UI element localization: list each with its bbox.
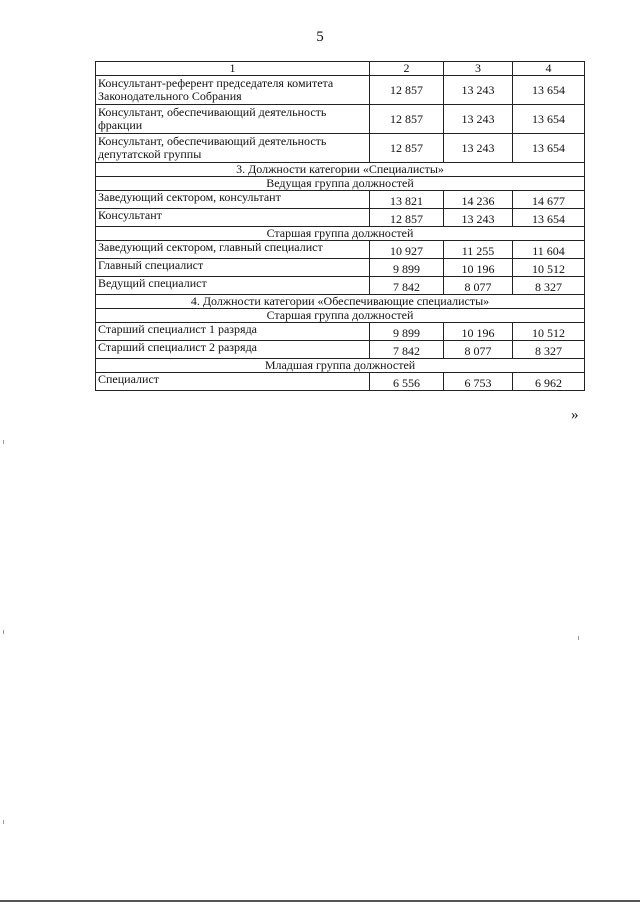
salary-value: 7 842 <box>370 341 444 359</box>
table-section-row <box>96 227 585 241</box>
salary-value: 6 556 <box>370 373 444 391</box>
column-header: 1 <box>96 62 370 76</box>
salary-value: 13 654 <box>513 76 585 105</box>
table-section-row <box>96 163 585 177</box>
position-name: Старший специалист 1 разряда <box>96 323 370 341</box>
position-name: Главный специалист <box>96 259 370 277</box>
table-row <box>96 191 585 209</box>
salary-value: 13 654 <box>513 209 585 227</box>
table-header-row <box>96 62 585 76</box>
position-name: Специалист <box>96 373 370 391</box>
salary-value: 10 196 <box>444 323 513 341</box>
salary-value: 13 654 <box>513 105 585 134</box>
position-name: Консультант, обеспечивающий деятельность фракции <box>96 105 370 134</box>
salary-value: 13 243 <box>444 76 513 105</box>
salary-table-body <box>96 62 585 391</box>
position-name: Заведующий сектором, консультант <box>96 191 370 209</box>
position-name: Старший специалист 2 разряда <box>96 341 370 359</box>
table-row <box>96 277 585 295</box>
table-row <box>96 76 585 105</box>
table-row <box>96 259 585 277</box>
scan-margin-mark <box>3 630 4 634</box>
section-title: Старшая группа должностей <box>96 227 585 241</box>
table-section-row <box>96 359 585 373</box>
section-title: Младшая группа должностей <box>96 359 585 373</box>
salary-value: 14 236 <box>444 191 513 209</box>
salary-value: 6 753 <box>444 373 513 391</box>
salary-value: 13 243 <box>444 105 513 134</box>
section-title: 4. Должности категории «Обеспечивающие специалисты» <box>96 295 585 309</box>
column-header: 3 <box>444 62 513 76</box>
table-section-row <box>96 177 585 191</box>
salary-value: 11 255 <box>444 241 513 259</box>
salary-value: 10 512 <box>513 323 585 341</box>
position-name: Ведущий специалист <box>96 277 370 295</box>
section-title: 3. Должности категории «Специалисты» <box>96 163 585 177</box>
scan-margin-mark <box>3 820 4 824</box>
salary-value: 13 243 <box>444 134 513 163</box>
table-section-row <box>96 295 585 309</box>
closing-quote: » <box>571 407 579 423</box>
section-title: Старшая группа должностей <box>96 309 585 323</box>
salary-value: 8 327 <box>513 277 585 295</box>
salary-value: 9 899 <box>370 323 444 341</box>
salary-table <box>95 61 585 391</box>
salary-value: 12 857 <box>370 209 444 227</box>
salary-value: 12 857 <box>370 76 444 105</box>
salary-value: 8 327 <box>513 341 585 359</box>
salary-value: 9 899 <box>370 259 444 277</box>
salary-value: 14 677 <box>513 191 585 209</box>
salary-value: 10 512 <box>513 259 585 277</box>
salary-value: 8 077 <box>444 277 513 295</box>
salary-value: 13 243 <box>444 209 513 227</box>
position-name: Заведующий сектором, главный специалист <box>96 241 370 259</box>
scan-margin-mark <box>3 440 4 444</box>
salary-value: 7 842 <box>370 277 444 295</box>
table-row <box>96 373 585 391</box>
salary-value: 10 196 <box>444 259 513 277</box>
column-header: 4 <box>513 62 585 76</box>
salary-value: 13 821 <box>370 191 444 209</box>
position-name: Консультант <box>96 209 370 227</box>
salary-value: 11 604 <box>513 241 585 259</box>
scan-bottom-edge <box>0 900 640 902</box>
salary-value: 6 962 <box>513 373 585 391</box>
scan-margin-mark <box>578 636 579 640</box>
position-name: Консультант-референт председателя комитета Законодательного Собрания <box>96 76 370 105</box>
salary-value: 12 857 <box>370 134 444 163</box>
table-row <box>96 323 585 341</box>
salary-value: 13 654 <box>513 134 585 163</box>
position-name: Консультант, обеспечивающий деятельность депутатской группы <box>96 134 370 163</box>
table-row <box>96 241 585 259</box>
table-row <box>96 209 585 227</box>
table-section-row <box>96 309 585 323</box>
table-row <box>96 105 585 134</box>
salary-value: 12 857 <box>370 105 444 134</box>
column-header: 2 <box>370 62 444 76</box>
salary-value: 8 077 <box>444 341 513 359</box>
salary-value: 10 927 <box>370 241 444 259</box>
table-row <box>96 134 585 163</box>
table-row <box>96 341 585 359</box>
page-number: 5 <box>316 29 324 45</box>
section-title: Ведущая группа должностей <box>96 177 585 191</box>
